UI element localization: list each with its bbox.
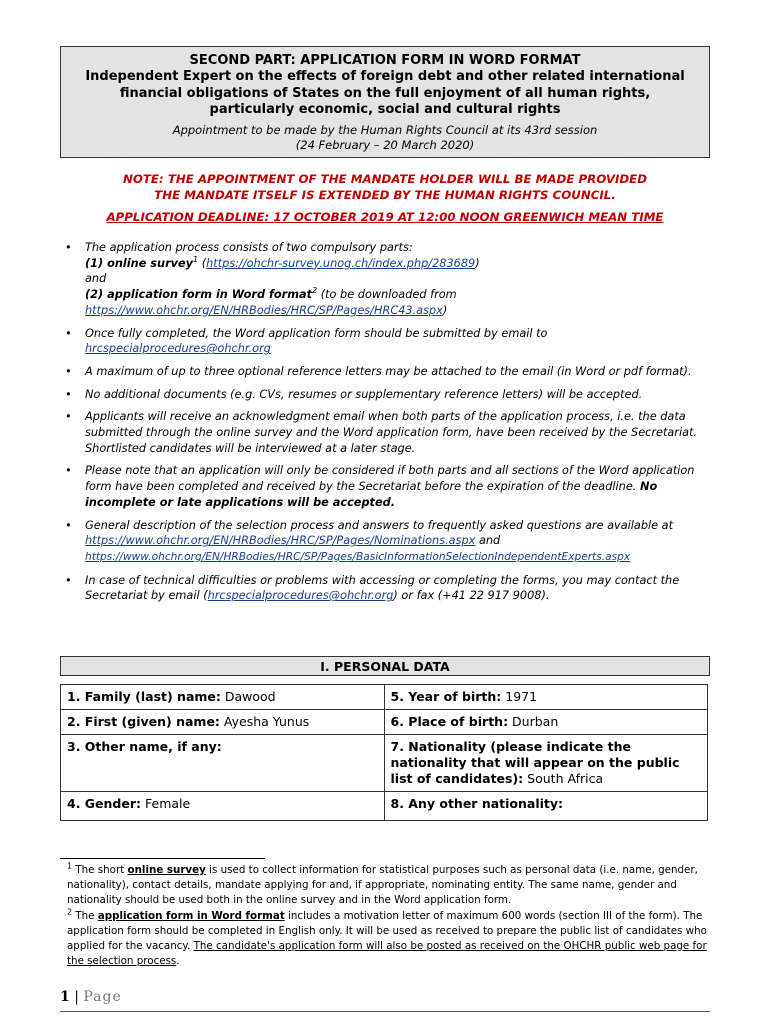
family-name-field[interactable]: 1. Family (last) name: Dawood — [61, 685, 385, 710]
application-deadline: APPLICATION DEADLINE: 17 OCTOBER 2019 AT 12:00 NOON GREENWICH MEAN TIME — [106, 210, 664, 224]
list-item: • General description of the selection process and answers to frequently asked questions are available at https://www.ohchr.org/EN/HRBodies/HRC/SP/Pages/Nominations.aspx and https://www.ohchr.org/EN/HRBodies/HRC/SP/Pages/BasicInformationSelectionIndependentExperts.aspx — [65, 518, 674, 563]
gender-value: Female — [141, 796, 191, 811]
footnotes — [67, 863, 717, 969]
table-row — [61, 685, 708, 710]
family-name-value: Dawood — [220, 689, 276, 704]
list-item: • Please note that an application will only be considered if both parts and all sections of the Word application form have been completed and received by the Secretariat before the expiration of the deadline. No incomplete or late applications will be accepted. — [65, 464, 695, 509]
year-of-birth-value: 1971 — [501, 689, 538, 704]
secretariat-email-link[interactable]: hrcspecialprocedures@ohchr.org — [85, 342, 271, 356]
mandate-title: Independent Expert on the effects of foreign debt and other related international financial obligations of States on the full enjoyment of all human rights, particularly economic, social and cultural rights — [85, 69, 685, 117]
bullet-icon: • — [65, 464, 72, 478]
session-dates: (24 February – 20 March 2020) — [295, 137, 475, 152]
appointment-line: Appointment to be made by the Human Rights Council at its 43rd session — [172, 122, 598, 137]
list-item: • A maximum of up to three optional reference letters may be attached to the email (in Word or pdf format). — [65, 364, 692, 378]
page-number: 1 | Page — [60, 989, 122, 1005]
list-item: • No additional documents (e.g. CVs, resumes or supplementary reference letters) will be accepted. — [65, 387, 643, 401]
footnote-1: $^1$ The short online survey is used to collect information for statistical purposes such as personal data (i.e. name, gender, nationality), contact details, mandate applying for and, if appropriate, nominating entity. The same name, gender and nationality should be used both in the online survey and in the Word application form. — [67, 861, 698, 907]
first-name-field[interactable]: 2. First (given) name: Ayesha Yunus — [61, 710, 385, 735]
note-line-1: NOTE: THE APPOINTMENT OF THE MANDATE HOLDER WILL BE MADE PROVIDED — [122, 172, 648, 186]
online-survey-link[interactable]: https://ohchr-survey.unog.ch/index.php/283689 — [206, 256, 476, 270]
list-item: • Applicants will receive an acknowledgment email when both parts of the application process, i.e. the data submitted through the online survey and the Word application form, have been received by the Secretariat. Shortlisted candidates will be interviewed at a later stage. — [65, 410, 698, 455]
bullet-icon: • — [65, 410, 72, 424]
form-title: SECOND PART: APPLICATION FORM IN WORD FORMAT — [189, 53, 581, 68]
footnote-ref-2[interactable]: 2 — [312, 286, 318, 296]
other-nationality-field[interactable]: 8. Any other nationality: — [384, 792, 708, 821]
table-row — [61, 792, 708, 821]
bullet-icon: • — [65, 573, 72, 587]
list-item: • In case of technical difficulties or problems with accessing or completing the forms, you may contact the Secretariat by email (hrcspecialprocedures@ohchr.org) or fax (+41 22 917 9008). — [65, 573, 680, 603]
nominations-link[interactable]: https://www.ohchr.org/EN/HRBodies/HRC/SP/Pages/Nominations.aspx — [85, 534, 476, 548]
bullet-icon: • — [65, 364, 72, 378]
place-of-birth-value: Durban — [508, 714, 559, 729]
contact-email-link[interactable]: hrcspecialprocedures@ohchr.org — [207, 589, 394, 603]
process-intro: The application process consists of two compulsory parts: — [85, 241, 413, 254]
bullet-icon: • — [65, 241, 72, 254]
bullet-icon: • — [65, 326, 72, 340]
nationality-value: South Africa — [523, 771, 604, 786]
section-title-personal-data: I. PERSONAL DATA — [60, 656, 710, 676]
bullet-icon: • — [65, 387, 72, 401]
list-item: • Once fully completed, the Word application form should be submitted by email to hrcspecialprocedures@ohchr.org — [65, 326, 548, 356]
bullet-icon: • — [65, 518, 72, 532]
note-line-2: THE MANDATE ITSELF IS EXTENDED BY THE HUMAN RIGHTS COUNCIL. — [154, 188, 616, 202]
personal-data-table — [60, 684, 708, 821]
footnote-2: $^2$ The application form in Word format includes a motivation letter of maximum 600 words (section III of the form). The application form should be completed in English only. It will be used as received to prepare the public list of candidates who applied for the vacancy. The candidate's application form will also be posted as received on the OHCHR public web page for the selection process. — [67, 907, 707, 968]
word-form-label: (2) application form in Word format — [85, 288, 313, 302]
footnote-ref-1[interactable]: 1 — [193, 254, 199, 264]
late-application-warning: No incomplete or late applications will be accepted. — [85, 480, 658, 509]
instructions-list — [63, 240, 723, 611]
year-of-birth-field[interactable]: 5. Year of birth: 1971 — [384, 685, 708, 710]
gender-field[interactable]: 4. Gender: Female — [61, 792, 385, 821]
nationality-field[interactable]: 7. Nationality (please indicate the nationality that will appear on the public list of candidates): South Africa — [384, 735, 708, 792]
place-of-birth-field[interactable]: 6. Place of birth: Durban — [384, 710, 708, 735]
footer-rule — [60, 1011, 710, 1012]
table-row — [61, 710, 708, 735]
other-name-field[interactable]: 3. Other name, if any: — [61, 735, 385, 792]
selection-info-link[interactable]: https://www.ohchr.org/EN/HRBodies/HRC/SP/Pages/BasicInformationSelectionIndependentExperts.aspx — [85, 550, 631, 563]
table-row — [61, 735, 708, 792]
first-name-value: Ayesha Yunus — [219, 714, 310, 729]
online-survey-label: (1) online survey — [85, 256, 194, 270]
list-item: • The application process consists of two compulsory parts: (1) online survey$^1$ (https://ohchr-survey.unog.ch/index.php/283689) and (2) application form in Word format$^2$ (to be downloaded from https://www.ohchr.org/EN/HRBodies/HRC/SP/Pages/HRC43.aspx) — [65, 241, 480, 317]
form-header-box — [60, 46, 710, 158]
word-form-download-link[interactable]: https://www.ohchr.org/EN/HRBodies/HRC/SP/Pages/HRC43.aspx — [85, 303, 443, 317]
footnote-separator — [60, 858, 265, 859]
